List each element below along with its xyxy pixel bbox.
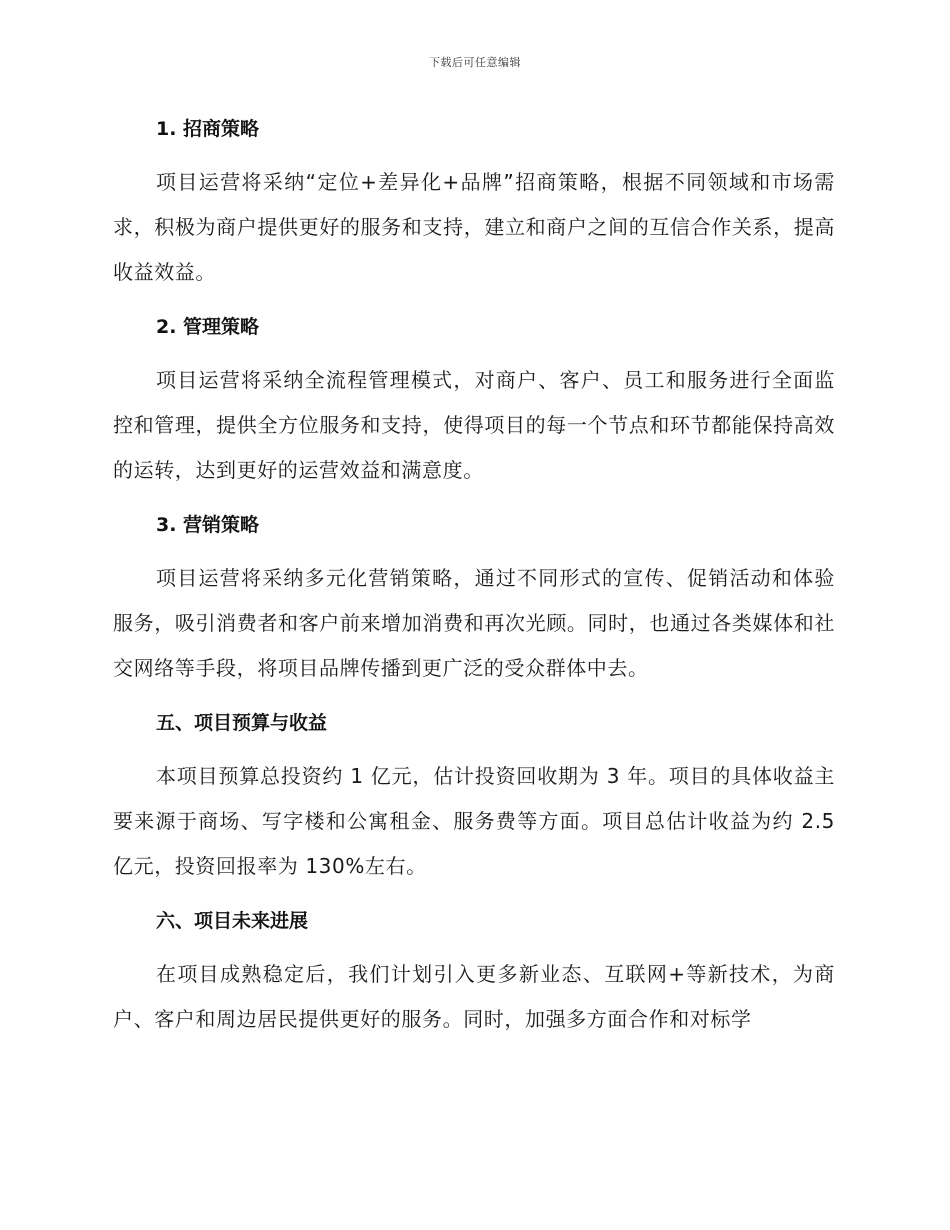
document-body <box>113 110 835 1057</box>
section-heading: 3. 营销策略 <box>156 514 260 536</box>
section-budget-and-returns <box>113 706 835 889</box>
section-paragraph: 项目运营将采纳“定位+差异化+品牌”招商策略，根据不同领域和市场需求，积极为商户提供更好的服务和支持，建立和商户之间的互信合作关系，提高收益效益。 <box>113 170 835 284</box>
section-heading: 2. 管理策略 <box>156 316 260 338</box>
section-paragraph: 项目运营将采纳多元化营销策略，通过不同形式的宣传、促销活动和体验服务，吸引消费者和客户前来增加消费和再次光顾。同时，也通过各类媒体和社交网络等手段，将项目品牌传播到更广泛的受众群体中去。 <box>113 566 835 680</box>
section-heading: 六、项目未来进展 <box>156 910 309 932</box>
page-header-note: 下载后可任意编辑 <box>429 56 521 69</box>
section-heading: 五、项目预算与收益 <box>156 712 328 734</box>
section-future-progress <box>113 904 835 1042</box>
section-marketing-strategy <box>113 508 835 691</box>
section-paragraph: 项目运营将采纳全流程管理模式，对商户、客户、员工和服务进行全面监控和管理，提供全方位服务和支持，使得项目的每一个节点和环节都能保持高效的运转，达到更好的运营效益和满意度。 <box>113 368 835 482</box>
section-heading: 1. 招商策略 <box>156 118 260 140</box>
section-paragraph: 在项目成熟稳定后，我们计划引入更多新业态、互联网+等新技术，为商户、客户和周边居民提供更好的服务。同时，加强多方面合作和对标学 <box>113 962 835 1031</box>
section-investment-strategy <box>113 112 835 295</box>
section-management-strategy <box>113 310 835 493</box>
section-paragraph: 本项目预算总投资约 1 亿元，估计投资回收期为 3 年。项目的具体收益主要来源于商场、写字楼和公寓租金、服务费等方面。项目总估计收益为约 2.5 亿元，投资回报率为 130%左右。 <box>113 764 835 878</box>
